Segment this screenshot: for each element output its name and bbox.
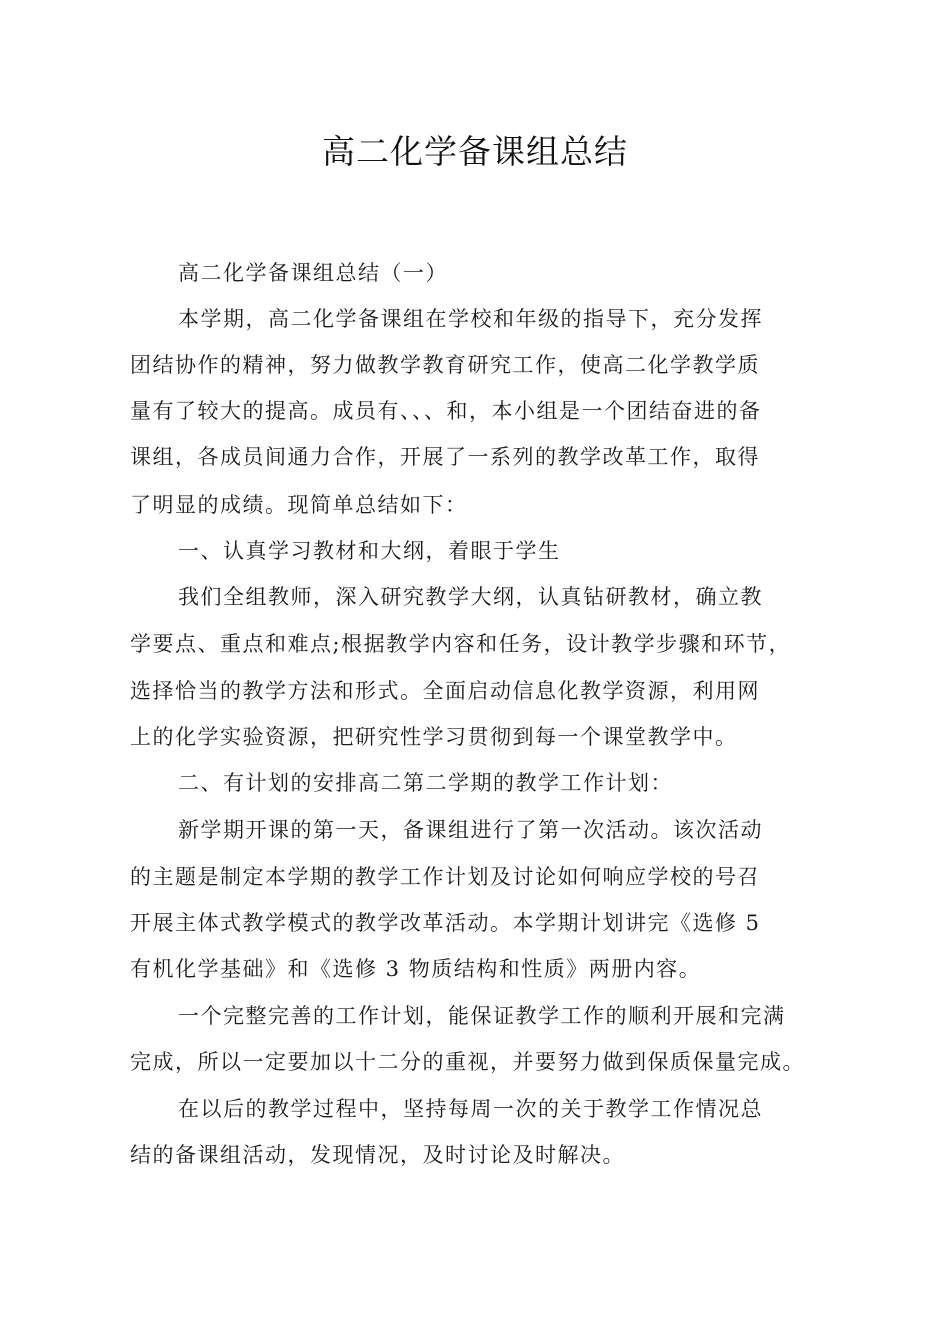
text-line: 学要点、重点和难点;根据教学内容和任务，设计教学步骤和环节， — [130, 632, 792, 656]
text-line: 了明显的成绩。现简单总结如下： — [130, 493, 468, 517]
text-line: 一、认真学习教材和大纲，着眼于学生 — [178, 539, 561, 563]
text-line: 高二化学备课组总结（一） — [178, 261, 448, 285]
text-line: 的主题是制定本学期的教学工作计划及讨论如何响应学校的号召 — [130, 865, 760, 889]
text-line: 本学期，高二化学备课组在学校和年级的指导下，充分发挥 — [178, 307, 763, 331]
text-line: 团结协作的精神，努力做教学教育研究工作，使高二化学教学质 — [130, 353, 760, 377]
text-line: 开展主体式教学模式的教学改革活动。本学期计划讲完《选修 5 — [130, 911, 761, 935]
text-line: 一个完整完善的工作计划，能保证教学工作的顺利开展和完满 — [178, 1004, 786, 1028]
text-line: 完成，所以一定要加以十二分的重视，并要努力做到保质保量完成。 — [130, 1050, 805, 1074]
document-title: 高二化学备课组总结 — [322, 132, 628, 171]
text-line: 上的化学实验资源，把研究性学习贯彻到每一个课堂教学中。 — [130, 725, 738, 749]
text-line: 在以后的教学过程中，坚持每周一次的关于教学工作情况总 — [178, 1097, 763, 1121]
text-line: 有机化学基础》和《选修 3 物质结构和性质》两册内容。 — [130, 957, 702, 981]
text-line: 新学期开课的第一天，备课组进行了第一次活动。该次活动 — [178, 818, 763, 842]
text-line: 选择恰当的教学方法和形式。全面启动信息化教学资源，利用网 — [130, 679, 760, 703]
text-line: 结的备课组活动，发现情况，及时讨论及时解决。 — [130, 1143, 625, 1167]
text-line: 我们全组教师，深入研究教学大纲，认真钻研教材，确立教 — [178, 585, 763, 609]
text-line: 二、有计划的安排高二第二学期的教学工作计划： — [178, 771, 673, 795]
text-line: 课组，各成员间通力合作，开展了一系列的教学改革工作，取得 — [130, 445, 760, 469]
text-line: 量有了较大的提高。成员有、、、和，本小组是一个团结奋进的备 — [130, 399, 762, 423]
